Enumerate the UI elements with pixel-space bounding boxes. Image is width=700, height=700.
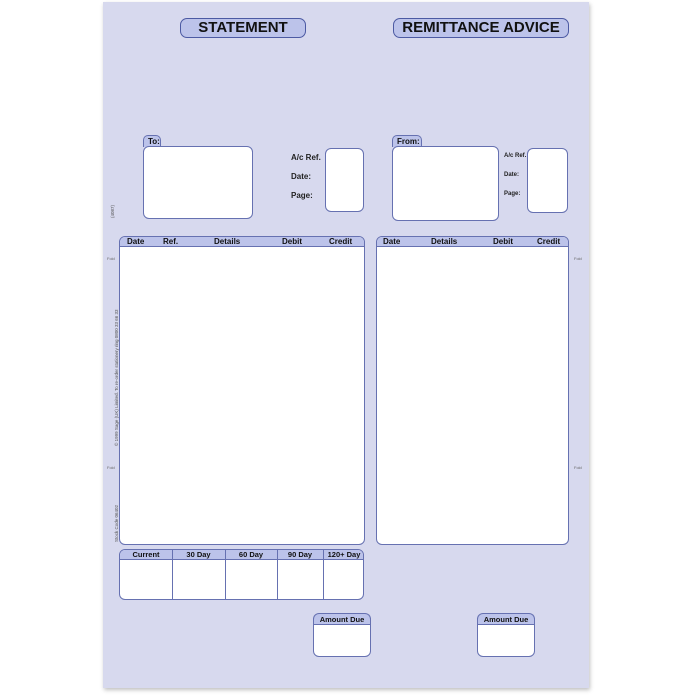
from-address-box[interactable] [392,146,499,221]
statement-title: STATEMENT [180,18,306,38]
remit-column-credit: Credit [537,237,561,246]
date-label: Date: [291,172,312,181]
column-credit: Credit [329,237,353,246]
amount-due-label: Amount Due [313,613,371,625]
page-label: Page: [291,191,313,200]
remit-column-date: Date [383,237,401,246]
fold-mark: Fold [574,465,582,470]
ageing-60-day-label: 60 Day [238,550,264,559]
ageing-120-day-label: 120+ Day [327,550,361,559]
column-debit: Debit [282,237,302,246]
remit-ac-ref-label: A/c Ref. [504,153,527,159]
ageing-90-day-label: 90 Day [287,550,313,559]
ageing-current-label: Current [132,550,160,559]
form-id-text: (4087) [110,204,115,218]
remit-column-debit: Debit [493,237,513,246]
remittance-amount-due[interactable] [477,613,535,657]
statement-table-header [120,237,364,247]
amount-due-field[interactable] [313,624,371,657]
remit-amount-due-label: Amount Due [477,613,535,625]
statement-form-sheet [103,2,589,688]
remittance-ref-box[interactable] [527,148,568,213]
copyright-text: © 1999 Sage (UK) Limited. To re-order stationery ring 0800 33 66 33 [114,309,119,446]
column-ref: Ref. [163,237,179,246]
ac-ref-label: A/c Ref. [291,153,321,162]
fold-mark: Fold [107,256,115,261]
statement-transactions-table[interactable] [119,236,365,545]
column-details: Details [214,237,241,246]
column-date: Date [127,237,145,246]
statement-amount-due[interactable] [313,613,371,657]
remit-date-label: Date: [504,172,520,178]
remittance-transactions-table[interactable] [376,236,569,545]
stock-code-text: Stock Code 06402 [114,504,119,542]
statement-ref-box[interactable] [325,148,364,212]
fold-mark: Fold [574,256,582,261]
to-address-box[interactable] [143,146,253,219]
remit-amount-due-field[interactable] [477,624,535,657]
remit-page-label: Page: [504,191,521,197]
to-label: To: [143,135,161,147]
remit-column-details: Details [431,237,458,246]
from-label: From: [392,135,422,147]
ageing-table[interactable] [119,549,364,600]
remittance-table-header [377,237,568,247]
remittance-advice-title: REMITTANCE ADVICE [393,18,569,38]
fold-mark: Fold [107,465,115,470]
ageing-30-day-label: 30 Day [186,550,211,559]
